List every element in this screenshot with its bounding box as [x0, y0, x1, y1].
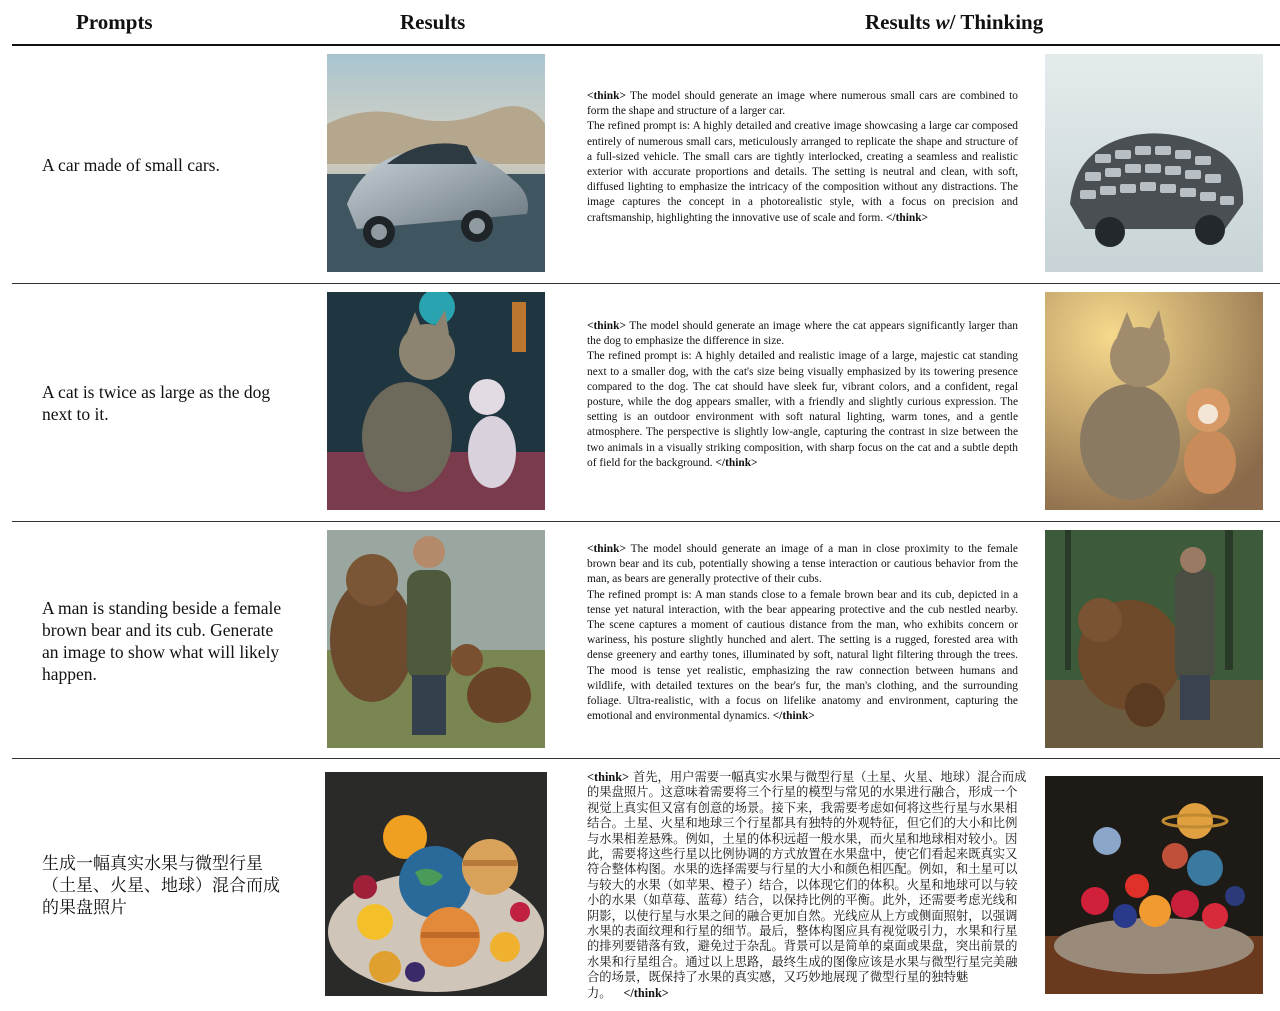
thinking-intro: [587, 319, 1018, 349]
thinking-image-fruit-planets: [1045, 776, 1263, 994]
thinking-intro: [587, 542, 1018, 588]
thinking-text: [587, 89, 1018, 226]
header-results-thinking: [865, 10, 1043, 35]
result-image-man-bear: [327, 530, 545, 748]
result-image-fruit-planets: [325, 772, 547, 996]
row-divider: [12, 758, 1280, 759]
row-divider: [12, 521, 1280, 522]
refined-prompt-text: The refined prompt is: A highly detailed and creative image showcasing a large car composed entirely of numerous small cars, meticulously arranged to replicate the shape and structure of a full-sized vehicle. The small cars are tightly interlocked, creating a seamless and realistic exterior with accurate proportions and details. The setting is neutral and clean, with soft, diffused lighting to emphasize the intricacy of the composition without any distractions. The image captures the concept in a photorealistic style, with a focus on precision and craftsmanship, highlighting the innovative use of scale and form.: [587, 120, 1018, 224]
think-open-tag: <think>: [587, 770, 630, 784]
refined-prompt-text: The refined prompt is: A man stands close to a female brown bear and its cub, depicted in a tense yet natural interaction, with the bear appearing protective and the cub nestled nearby. The scene captures a moment of cautious distance from the man, who exhibits concern or wariness, his posture slightly hunched and alert. The setting is a rugged, forested area with dense greenery and earthy tones, illuminated by soft, natural light filtering through the trees. The mood is tense yet realistic, emphasizing the raw connection between humans and wildlife, with detailed textures on the bear's fur, the man's clothing, and the surrounding foliage. Ultra-realistic, with a focus on lifelike anatomy and environment, capturing the emotional and environmental dynamics.: [587, 588, 1018, 723]
prompt-text: A car made of small cars.: [42, 155, 220, 175]
header-rule: [12, 44, 1280, 46]
think-close-tag: </think>: [623, 985, 669, 1000]
result-image-car: [327, 54, 545, 272]
header-results-thinking-prefix: Results: [865, 10, 936, 34]
thinking-intro: [587, 89, 1018, 119]
row-divider: [12, 283, 1280, 284]
think-open-tag: <think>: [587, 90, 626, 102]
refined-prompt-text: The refined prompt is: A highly detailed and realistic image of a large, majestic cat standing next to a smaller dog, with the cat's size being visually emphasized by its towering presence compared to the dog. The cat should have sleek fur, vibrant colors, and a confident, regal posture, while the dog appears smaller, with a friendly and slightly curious expression. The setting is an outdoor environment with soft natural lighting, warm tones, and a gentle atmosphere. The perspective is slightly low-angle, capturing the contrast in size between the two animals in a visually striking composition, with sharp focus on the cat and a subtle depth of field for the background.: [587, 350, 1018, 469]
thinking-intro: [587, 770, 1027, 1001]
thinking-intro-text: The model should generate an image where the cat appears significantly larger than the dog to emphasize the difference in size.: [587, 320, 1018, 348]
prompt-text: A man is standing beside a female brown bear and its cub. Generate an image to show what will likely happen.: [42, 598, 282, 684]
prompt-text: A cat is twice as large as the dog next to it.: [42, 382, 271, 424]
header-results-thinking-w: w: [935, 10, 950, 34]
think-close-tag: </think>: [772, 710, 815, 723]
thinking-intro-text: The model should generate an image of a man in close proximity to the female brown bear and its cub, potentially showing a tense interaction or cautious behavior from the man, as bears are generally protective of their cubs.: [587, 543, 1018, 586]
thinking-image-man-bear: [1045, 530, 1263, 748]
result-image-cat-dog: [327, 292, 545, 510]
thinking-image-cat-dog: [1045, 292, 1263, 510]
thinking-image-car: [1045, 54, 1263, 272]
thinking-text: [587, 770, 1027, 1001]
think-open-tag: <think>: [587, 320, 626, 332]
think-open-tag: <think>: [587, 543, 626, 555]
prompt-text: 生成一幅真实水果与微型行星（土星、火星、地球）混合而成的果盘照片: [42, 854, 280, 918]
thinking-intro-text: 首先，用户需要一幅真实水果与微型行星（土星、火星、地球）混合而成的果盘照片。这意味着需要将三个行星的模型与常见的水果进行融合，形成一个视觉上真实但又富有创意的场景。接下来，我需要考虑如何将这些行星与水果相结合。土星、火星和地球三个行星都具有独特的外观特征，但它们的大小和比例与水果相差悬殊。例如，土星的体积远超一般水果，而火星和地球相对较小。因此，需要将这些行星以比例协调的方式放置在水果盘中，使它们看起来既真实又符合整体构图。水果的选择需要与行星的大小和颜色相匹配。例如，和土星可以与较大的水果（如苹果、橙子）结合，以体现它们的体积。火星和地球可以与较小的水果（如草莓、蓝莓）结合，以保持比例的平衡。此外，还需要考虑光线和阴影，以使行星与水果之间的融合更加自然。光线应从上方或侧面照射，以强调水果的表面纹理和行星的细节。最后，整体构图应具有视觉吸引力，水果和行星的排列要错落有致，避免过于杂乱。背景可以是简单的桌面或果盘，突出前景的水果和行星组合。通过以上思路，最终生成的图像应该是水果与微型行星完美融合的场景，既保持了水果的真实感，又巧妙地展现了微型行星的独特魅力。: [587, 770, 1027, 1000]
header-results: Results: [400, 10, 466, 34]
header-results-thinking-suffix: / Thinking: [949, 10, 1044, 34]
thinking-text: [587, 542, 1018, 724]
think-close-tag: </think>: [885, 211, 929, 224]
thinking-intro-text: The model should generate an image where numerous small cars are combined to form the shape and structure of a larger car.: [587, 90, 1018, 118]
refined-prompt: [587, 588, 1018, 725]
thinking-text: [587, 319, 1018, 471]
refined-prompt: [587, 119, 1018, 225]
header-prompts: Prompts: [76, 10, 153, 34]
think-close-tag: </think>: [715, 456, 758, 469]
refined-prompt: [587, 349, 1018, 471]
